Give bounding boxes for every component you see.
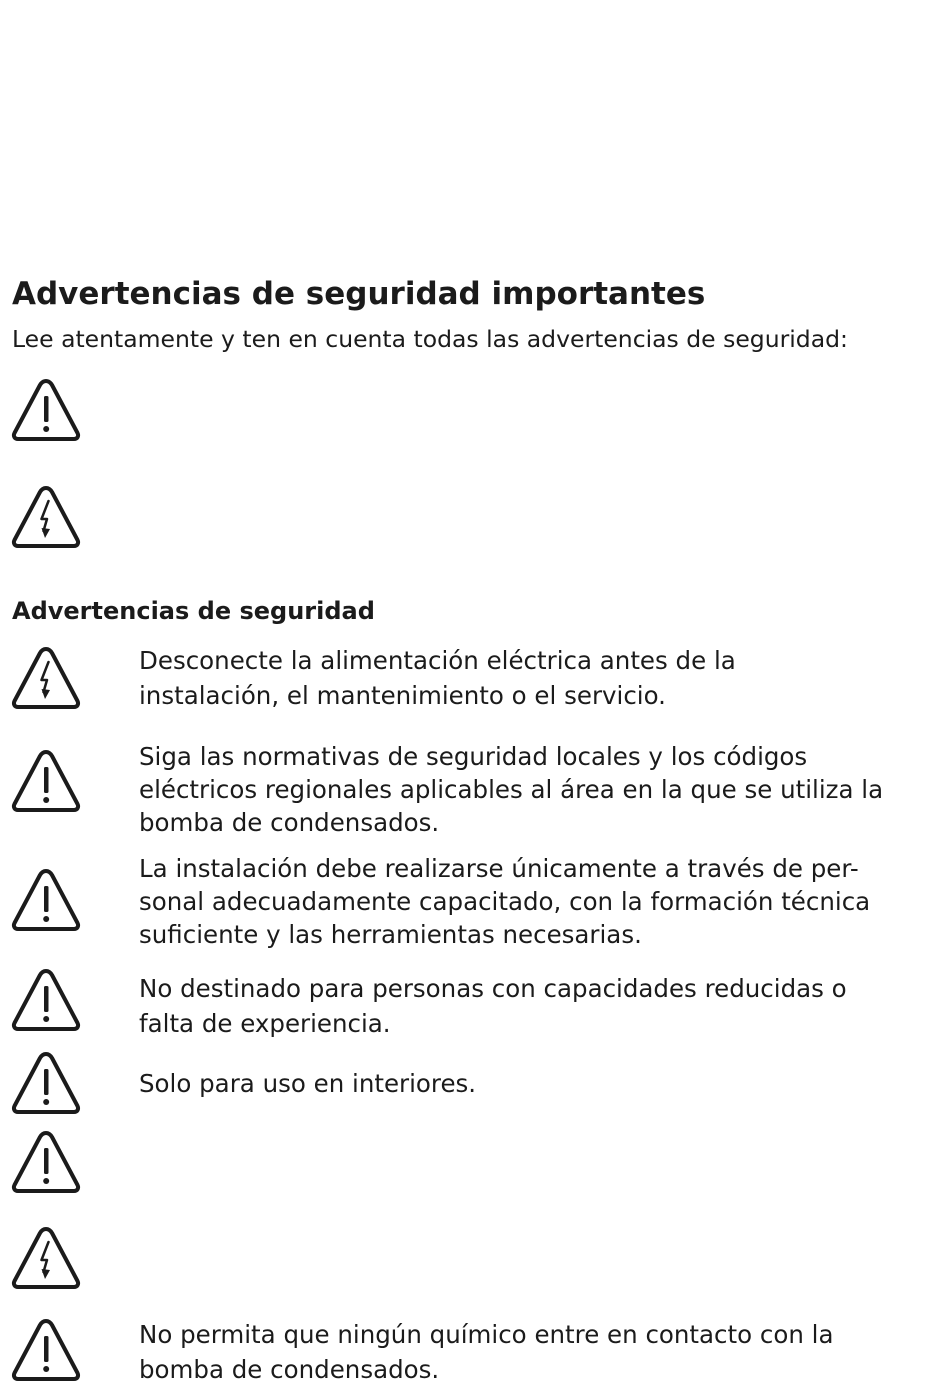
warning-text-8 [139,1317,834,1387]
warning-icon [10,866,82,934]
intro-text: Lee atentamente y ten en cuenta todas las advertencias de seguridad: [12,325,848,353]
warning-line: falta de experiencia. [139,1009,391,1038]
warning-text-3 [139,852,870,951]
warning-icon [10,376,82,444]
warning-icon [10,747,82,815]
electric-hazard-icon [10,644,82,712]
electric-hazard-icon [10,483,82,551]
warning-line: eléctricos regionales aplicables al área en la que se utiliza la [139,775,884,804]
warning-line: Siga las normativas de seguridad locales y los códigos [139,742,808,771]
section-title: Advertencias de seguridad [12,597,375,625]
warning-line: No destinado para personas con capacidades reducidas o [139,974,847,1003]
electric-hazard-icon [10,1224,82,1292]
warning-icon [10,1049,82,1117]
warning-text-4 [139,971,847,1041]
warning-line: No permita que ningún químico entre en contacto con la [139,1320,834,1349]
warning-line: bomba de condensados. [139,808,440,837]
warning-icon [10,966,82,1034]
warning-text-2 [139,740,883,839]
page-title: Advertencias de seguridad importantes [12,276,706,312]
warning-line: La instalación debe realizarse únicamente a través de per- [139,854,859,883]
warning-line: Desconecte la alimentación eléctrica antes de la [139,646,736,675]
warning-icon [10,1316,82,1384]
warning-text-5 [139,1067,476,1100]
warning-line: sonal adecuadamente capacitado, con la formación técnica [139,887,871,916]
warning-line: suficiente y las herramientas necesarias. [139,920,642,949]
warning-line: Solo para uso en interiores. [139,1069,477,1098]
warning-icon [10,1128,82,1196]
warning-text-1 [139,643,736,713]
warning-line: instalación, el mantenimiento o el servicio. [139,681,666,710]
warning-line: bomba de condensados. [139,1355,440,1384]
